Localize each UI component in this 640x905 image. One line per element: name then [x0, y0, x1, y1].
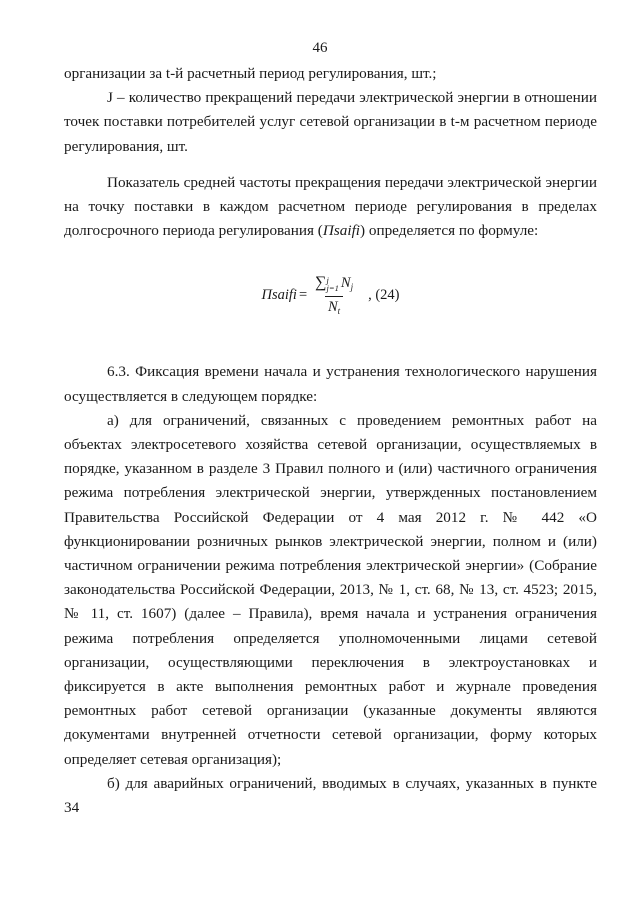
- intro-text: Показатель средней частоты прекращения передачи электрической энергии на точку поставки в каждом расчетном периоде регулирования в пределах долгосрочного периода регулирования (: [64, 173, 597, 240]
- numerator-var: N: [340, 275, 351, 292]
- section-spacer: [64, 347, 597, 360]
- paragraph-item-b: б) для аварийных ограничений, вводимых в случаях, указанных в пункте 34: [64, 774, 597, 817]
- paragraph-indicator-intro: [64, 171, 597, 244]
- formula-denominator: [325, 296, 343, 316]
- formula-numerator: [312, 275, 356, 295]
- document-body: [64, 62, 597, 820]
- numerator-sub: j: [350, 282, 354, 293]
- denominator-sub: t: [337, 305, 341, 316]
- formula-fraction: [312, 275, 356, 315]
- sum-lower: j=1: [326, 283, 339, 293]
- formula-number: , (24): [368, 287, 400, 304]
- sum-limits: [327, 276, 339, 293]
- formula-equals: =: [298, 287, 308, 304]
- formula-24: [64, 243, 597, 347]
- paragraph-continuation: организации за t-й расчетный период регулирования, шт.;: [64, 65, 437, 82]
- intro-variable: Пsaifi: [322, 222, 361, 240]
- denominator-var: N: [328, 298, 338, 315]
- page-number: 46: [312, 40, 328, 56]
- sum-symbol: ∑: [315, 274, 327, 292]
- intro-text-end: ) определяется по формуле:: [360, 222, 539, 240]
- paragraph-6-3: 6.3. Фиксация времени начала и устранения технологического нарушения осуществляется в следующем порядке:: [64, 363, 597, 405]
- paragraph-j-definition: J – количество прекращений передачи электрической энергии в отношении точек поставки потребителей услуг сетевой организации в t-м расчетном периоде регулирования, шт.: [64, 89, 597, 155]
- sum-upper: j: [326, 274, 329, 285]
- formula-lhs: Пsaifi: [261, 287, 297, 304]
- paragraph-item-a: а) для ограничений, связанных с проведением ремонтных работ на объектах электросетевого хозяйства сетевой организации, осуществляемых в порядке, указанном в разделе 3 Правил полного и (или) частичного ограничения режима потребления электрической энергии, утвержденных постановлением Правительства Российской Федерации от 4 мая 2012 г. № 442 «О функционировании розничных рынков электрической энергии, полном и (или) частичном ограничении режима потребления электрической энергии» (Собрание законодательства Российской Федерации, 2013, № 1, ст. 68, № 13, ст. 4523; 2015, № 11, ст. 1607) (далее – Правила), время начала и устранения ограничения режима потребления определяется уполномоченными лицами сетевой организации, осуществляющими переключения в электроустановках и фиксируется в акте выполнения ремонтных работ и журнале проведения ремонтных работ сетевой организации (указанные документы являются документами внутренней отчетности сетевой организации, форму которых определяет сетевая организация);: [64, 411, 597, 768]
